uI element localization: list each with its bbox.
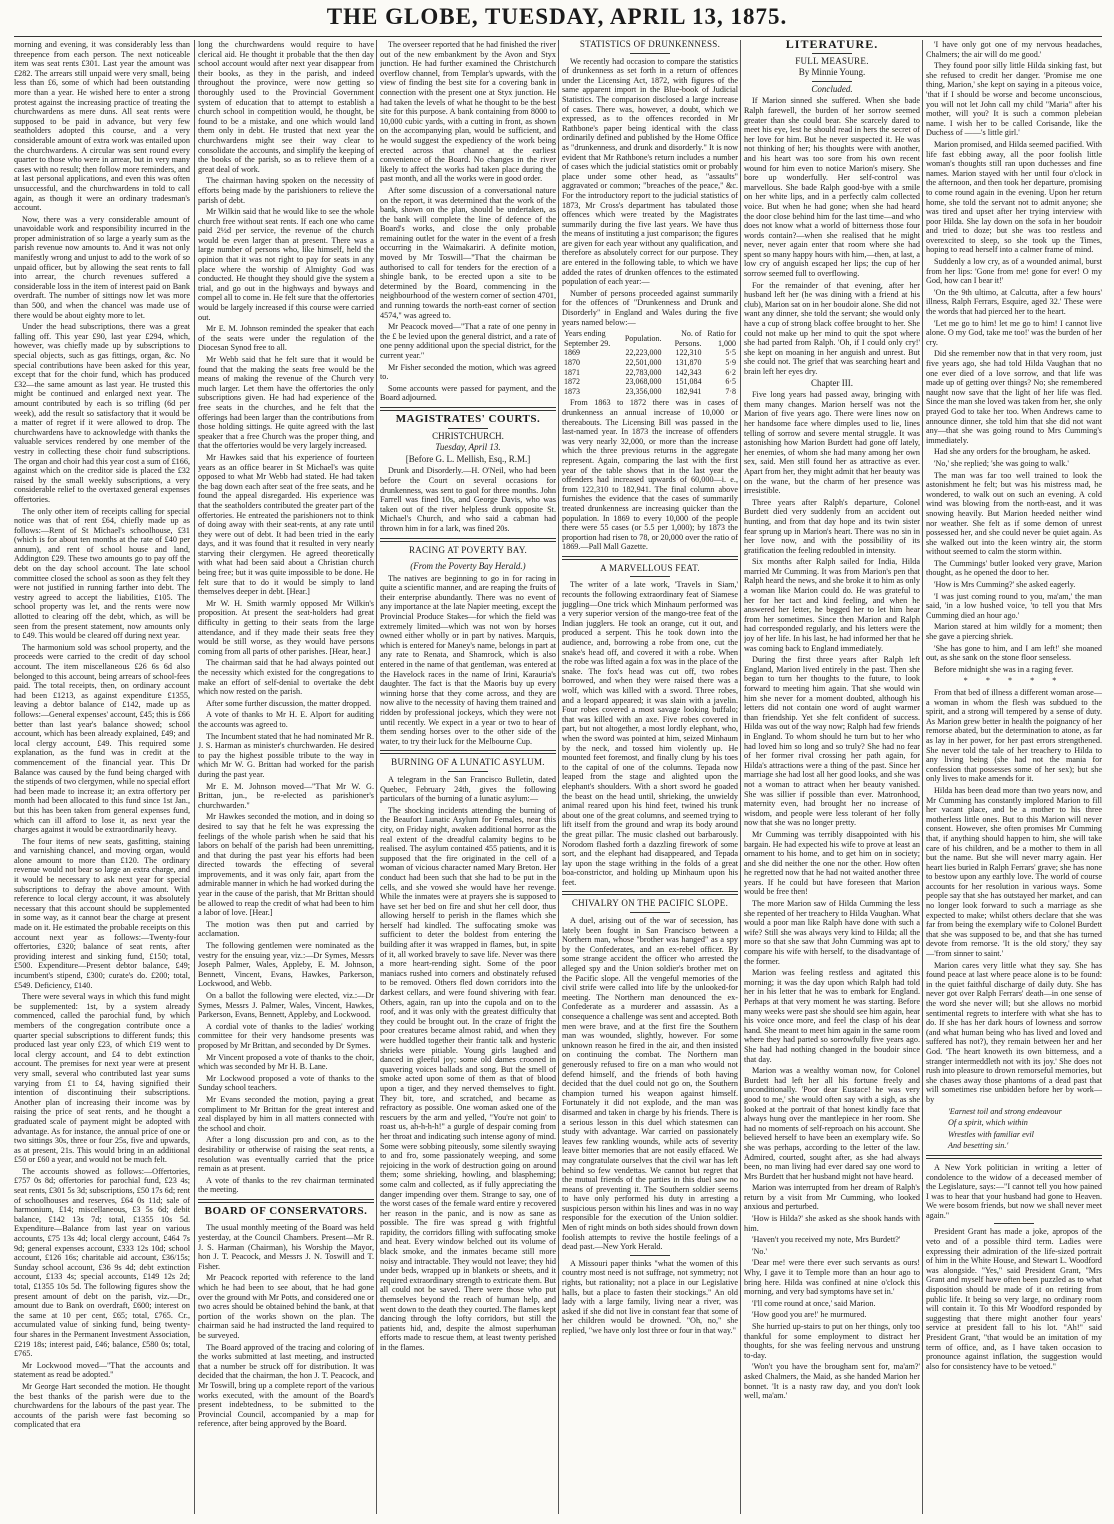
table-cell: 1871 — [564, 367, 580, 377]
table-cell: 5·9 — [725, 358, 736, 367]
paragraph: After a long discussion pro and con, as to the desirability or otherwise of raising the seat rents, a resolution was eventually carried that the price remain as at present. — [198, 1135, 374, 1174]
table-header-cell: Ratio for 1,000 — [707, 329, 736, 348]
paragraph: The natives are beginning to go in for racing in quite a scientific manner, and are reaping the fruits of their enterprise abundantly. There was no event of any importance at the late Napier meeting, except the Provincial Produce Stakes—for which the field was extremely limited—which was not won by horses owned either wholly or in part by natives. Marquis, which is entered for Maney's name, belongs in part at any rate to Renata, and Shamrock, which is also entered in the name of that gentleman, was entered at the Havelock races in the name of Irini, Karauria's daughter. The fact is that the Maoris buy up every winning horse that they come across, and they are now alive to the necessity of having them trained and ridden by professional jockeys, which they were not until recently. We expect in a year or two to hear of them sending horses over to the other side of the water, to try their luck for the Melbourne Cup. — [380, 573, 556, 746]
paragraph: Marion was a wealthy woman now, for Colonel Burdett had left her all his fortune freely and unconditionally. 'Poor dear Eustace! he was very good to me,' she would often say with a sigh, as she looked at the portrait of that honest kindly face that always hung over the mantlepiece in her room. She had no moments of self-reproach on his account. She believed herself to have been an exemplary wife. So she was perhaps, according to the letter of the law. Admired, courted, sought after, as she had always been, no man living had ever dared say one word to Mrs Burdett that her husband might not have heard. — [744, 1066, 920, 1181]
masthead-rule — [14, 36, 1102, 37]
paragraph: Mr Cumming was terribly disappointed with his bargain. He had expected his wife to prove at least an ornament to his home, and to get him on in society; and she did neither the one nor the other. How often he regretted now that he had not waited another three years. If he could but have foreseen that Marion would be free then! — [744, 829, 920, 897]
paragraph: Marion promised, and Hilda seemed pacified. With life fast ebbing away, all the poor foolish little woman's thoughts still ran upon duchesses and fine names. Marion stayed with her until four o'clock in the afternoon, and then took her departure, promising to come round again in the evening. Upon her return home, she told the servant not to admit anyone; she was tired and upset after her trying interview with poor Hilda. She lay down on the sofa in her boudoir and tried to doze; but she was too restless and overexcited to sleep, so she took up the Times, hoping to read herself into a calmer frame of mind. — [926, 139, 1102, 255]
table-cell: 182,941 — [675, 386, 702, 396]
paragraph: The following gentlemen were nominated as the vestry for the ensuing year, viz.:—Dr Symes, Messrs Joseph Palmer, Wales, Appleby, E. M. Johnson, Bennett, Vincent, Evans, Hawkes, Parkerson, Lockwood, and Webb. — [198, 941, 374, 989]
heading-board-of-conservators: BOARD OF CONSERVATORS. — [204, 1204, 368, 1217]
section-rule — [380, 750, 556, 754]
paragraph: morning and evening, it was considerably less than threepence from each person. The next noticeable item was seat rents £301. Last year the amount was £282. The arrears still unpaid were very small, being less than £6, some of which had been outstanding more than a year. He wished here to enter a strong protest against the increasing practice of treating the churchwardens as mere duns. All seat rents were supposed to be paid in advance, but very few seatholders adopted this course, and a very considerable amount of extra work was entailed upon the churchwardens. A circular was sent round every quarter to those who were in arrear, but in very many cases with no result; then follow more reminders, and at last personal applications, and even this was often unsuccessful, and the churchwardens in told to call again, as though it were an ordinary tradesman's account. — [14, 40, 190, 213]
column-separator — [558, 40, 559, 1514]
paragraph: Five long years had passed away, bringing with them many changes. Marion herself was not the Marion of five years ago. There were lines now on her handsome face where dimples used to lie, lines telling of sorrow and severe mental struggle. It was astonishing how Marion Burdett had gone off lately, her enemies, of whom she had many among her own sex, said. Men still found her as attractive as ever. Apart from her, they might admit that her beauty was on the wane, but the charm of her presence was irresistible. — [744, 390, 920, 496]
paragraph: Mr Webb said that he felt sure that it would be found that the making the seats free would be the means of making the revenue of the Church very much larger. Let them have the offertories the only subscriptions given. He had had experience of the free seats in the churches, and he felt that the offerings had been larger than the contributions from those holding sittings. He quite agreed with the last speaker that a free Church was the proper thing, and that the offertories would be very largely increased. — [198, 355, 374, 451]
paragraph: The Cummings' butler looked very grave, Marion thought, as he opened the door to her. — [926, 558, 1102, 578]
paragraph: They found poor silly little Hilda sinking fast, but she refused to credit her danger. 'Promise me one thing, Marion,' she kept on saying in a piteous voice, 'that if I should be worse and become unconscious, you will not let John call my child "Maria" after his mother, will you? It is such a common plebeian name. I wish her to be called Corisande, like the Duchess of ——'s little girl.' — [926, 61, 1102, 138]
bench-note: [Before G. L. Mellish, Esq., R.M.] — [405, 453, 531, 464]
table-cell: 23,068,000 — [625, 377, 662, 387]
paragraph: 'How is Hilda?' she asked as she shook hands with him. — [744, 1214, 920, 1233]
paragraph: Number of persons proceeded against summarily for the offences of "Drunkenness and Drunk and Disorderly" in England and Wales during the five years named below:— — [562, 288, 738, 327]
poem-line: And besetting sin.' — [948, 1141, 1009, 1151]
column-2 — [198, 40, 374, 1514]
section-rule — [380, 407, 556, 411]
table-cell: 23,356,000 — [625, 386, 662, 396]
heading-magistrates-courts: MAGISTRATES' COURTS. — [395, 412, 541, 425]
column-6 — [926, 40, 1102, 1514]
poem-line: Of a spirit, which within — [948, 1118, 1028, 1128]
paragraph: 'Won't you have the brougham sent for, ma'am?' asked Chalmers, the Maid, as she handed Marion her bonnet. 'It is a nasty raw day, and you don't look well, ma'am.' — [744, 1362, 920, 1401]
paragraph: Mr Vincent proposed a vote of thanks to the choir, which was seconded by Mr H. B. Lane. — [198, 1052, 374, 1072]
column-5 — [744, 40, 920, 1514]
table-cell: 5·5 — [725, 348, 736, 358]
paragraph: Mr Fisher seconded the motion, which was agreed to. — [380, 362, 556, 382]
paragraph: Hilda has been dead more than two years now, and Mr Cumming has constantly implored Marion to fill her vacant place, and be a mother to his three motherless little ones. But to this Marion will never consent. However, she often promises Mr Cumming that, if anything should happen to him, she will take care of his children, and be a mother to them in all but the name. But she will never marry again. Her heart lies buried in Ralph Ferrars' grave; she has none to bestow upon any earthly love. The world of course accounts for her resolution in various ways. Some people say that she has outstayed her market, and can no longer look forward to such a marriage as she expected to make; whilst others declare that she was far from being the exemplary wife to Colonel Burdett that she was supposed to be, and that she has turned devote from remorse. 'It is the old story,' they say—'from sinner to saint.' — [926, 785, 1102, 959]
paragraph: 'On the 9th ultimo, at Calcutta, after a few hours' illness, Ralph Ferrars, Esquire, aged 32.' These were the words that had pierced her to the heart. — [926, 287, 1102, 317]
paragraph: Marion stared at him wildly for a moment; then she gave a piercing shriek. — [926, 622, 1102, 642]
paragraph: Mr Hawkes seconded the motion, and in doing so desired to say that he felt he was expressing the feelings of the whole parish when he said that his labors on behalf of the parish had been unremitting, and that during the past year his efforts had been directed towards the effecting of several improvements, and it was only fair, apart from the admirable manner in which he had worked during the year in the cause of the parish, that Mr Brittan should be allowed to reap the credit of what had been to him a labor of love. [Hear.] — [198, 812, 374, 918]
table-cell: 22,783,000 — [625, 367, 662, 377]
table-cell: 151,084 — [675, 377, 702, 387]
short-rule — [994, 1223, 1034, 1224]
paragraph: 'I was just coming round to you, ma'am,' the man said, 'in a low hushed voice, 'to tell you that Mrs Cumming died an hour ago.' — [926, 591, 1102, 620]
table-header-cell: Years ending September 29. — [564, 329, 611, 348]
paragraph: Marion was interrupted from her dream of Ralph's return by a visit from Mr Cumming, who looked anxious and perturbed. — [744, 1183, 920, 1212]
paragraph: Mr Lockwood moved—"That the accounts and statement as read be adopted." — [14, 1360, 190, 1380]
short-rule — [630, 53, 670, 54]
paragraph: Drunk and Disorderly.—H. O'Neil, who had been before the Court on several occasions for drunkenness, was sent to gaol for three months. John Farrell was fined 10s, and George Davis, who was taken out of the river helpless drunk opposite St. Michael's Church, and who said a cabman had thrown him in for a lark, was fined 20s. — [380, 466, 556, 533]
paragraph: Mr Lockwood proposed a vote of thanks to the Sunday school teachers. — [198, 1073, 374, 1093]
short-rule — [448, 771, 488, 772]
short-rule — [266, 1219, 306, 1220]
chapter-heading: Chapter III. — [811, 377, 853, 388]
section-stars: * * * * * — [963, 676, 1065, 686]
paragraph: 'She has gone to him, and I am left!' she moaned out, as she sank on the stone floor senseless. — [926, 643, 1102, 663]
paragraph: President Grant has made a joke, apropos of the veto and of a possible third term. Ladies were expressing their admiration of the life-sized portrait of him in the White House, and Stewart L. Woodford was alongside. "Yes," said President Grant, "Mrs Grant and myself have often been puzzled as to what disposition should be made of it on retiring from public life. It being so very large, no ordinary room will contain it. To this Mr Woodford responded by suggesting that there might another four years' service at president fall to his lot. "Ah!" said President Grant, "that would be an imitation of my term of office, and, as I have taken occasion to pronounce against inflation, the suggestion would also for consistency have to be vetoed." — [926, 1227, 1102, 1371]
column-3 — [380, 40, 556, 1514]
section-rule — [380, 538, 556, 542]
paragraph: long the churchwardens would require to have clerical aid. He thought it probable that the then day school account would after next year disappear from their books, as they in the parish, and indeed throughout the province, were now getting so thoroughly used to the Provincial Government system of education that to attempt to establish a church school in competition would, he thought, be found to be a mistake, and one which would land them only in debt. He trusted that next year the churchwardens might see their way clear to consolidate the accounts, and simplify the keeping of the books of the parish, so as to relieve them of a great deal of work. — [198, 40, 374, 174]
newspaper-title: THE GLOBE, TUESDAY, APRIL 13, 1875. — [326, 4, 788, 29]
paragraph: Six months after Ralph sailed for India, Hilda married Mr Cumming. It was from Marion's pen that Ralph heard the news, and she broke it to him as only a woman like Marion could do. He was grateful to her for her tact and kind feeling, and when he answered her letter, he begged her to let him hear from her sometimes. Since then Marion and Ralph had corresponded regularly, and his letters were the joy of her life. In his last, he had informed her that he was coming back to England immediately. — [744, 557, 920, 653]
byline: By Minnie Young. — [798, 67, 866, 78]
paragraph: 'Haven't you received my note, Mrs Burdett?' — [752, 1235, 901, 1245]
table-cell: 22,501,000 — [625, 358, 662, 367]
paragraph: For the remainder of that evening, after her husband left her (he was dining with a friend at his club), Marion sat on in her boudoir alone. She did not want any dinner, she told the servant; she would only have a cup of strong black coffee brought to her. She could not make up her mind to quit the spot where she had parted from Ralph. 'Oh, if I could only cry!' she kept on moaning in her anguish and unrest. But she could not. The grief that was searching heart and brain left her eyes dry. — [744, 280, 920, 376]
short-rule — [448, 428, 488, 429]
table-cell: 1870 — [564, 358, 580, 367]
table-header-row — [562, 329, 738, 348]
paragraph: If Marion sinned she suffered. When she bade Ralph farewell, the burden of her sorrow seemed greater than she could bear. She scarcely dared to meet his eye, lest he should read in hers the secret of her love for him. But he never suspected it. He was not thinking of her; his thoughts were with another, and his heart was too sore from his own recent wound for him even to notice Marion's misery. She bore up wonderfully. Her self-control was marvellous. She bade Ralph good-bye with a smile on her white lips, and in a perfectly calm collected voice. But when he had gone; when she had heard the door close behind him for the last time—and who does not know what a world of bitterness those four words contain?—when she realised that he might never, never again enter that room where she had spent so many happy hours with him,—then, at last, a low cry of anguish escaped her lips; the cup of her sorrow seemed full to overflowing. — [744, 96, 920, 279]
paragraph: The harmonium sold was school property, and the proceeds were carried to the credit of day school account. The item miscellaneous £26 6s 6d also belonged to this account, being arrears of school-fees paid. The total receipts, then, on ordinary account had been £1213, as against expenditure £1355, leaving a debtor balance of £142, made up as follows:—General expenses' account, £45; this is £66 better than last year's balance showed; school account, which has been already explained, £49; and local clergy account, £49. This required some explanation, as the fund was in credit at the commencement of the financial year. This Dr Balance was caused by the fund being charged with the stipends of two clergymen, while no special effort had been made to increase it; an extra offertory per month had been allocated to this fund since 1st Jan., but this has been taken from general expenses fund, which can ill afford to lose it, as next year the charges against it would be extraordinarily heavy. — [14, 642, 190, 835]
table-cell: 6·2 — [725, 367, 736, 377]
section-rule — [198, 1199, 374, 1203]
paragraph: 'No,' she replied; 'she was going to walk.' — [934, 458, 1069, 468]
paragraph: The motion was then put and carried by acclamation. — [198, 919, 374, 939]
column-separator — [194, 40, 195, 1514]
paragraph: Suddenly a low cry, as of a wounded animal, burst from her lips: 'Gone from me! gone for ever! O my God, how can I bear it!' — [926, 257, 1102, 286]
paragraph: There were several ways in which this fund might be supplemented: 1st, by a system already commenced, called the parochial fund, by which members of the congregation contribute once a quarter special subscriptions to different funds; this produced last year only £23, of which £19 went to local clergy account, and £4 to debt extinction account. The premises for next year were at present very small, several who contributed last year sums varying from £1 to £4, having signified their intention of discontinuing their subscriptions. Another plan of increasing their income was by raising the price of seat rents, and he thought a graduated scale of payment might be adopted with advantage. As for instance, the annual price of one or two sittings 30s, three or four 25s, five and upwards, as at present, 21s. This would bring in an additional £50 or £60 a year, and would not be much felt. — [14, 992, 190, 1165]
paragraph: 'How good you are!' he murmured. — [752, 1310, 867, 1320]
paragraph: The only other item of receipts calling for special notice was that of rent £64, chiefly made up as follows:—Rent of St Michael's schoolhouse, £31 (which is for about ten months at the rate of £40 per annum), and rent of school house and land, Addington £29. These two amounts go to pay off the debt on the day school account. The late school committee closed the school as soon as they felt they were not justified in running farther into debt. The vestry agreed to accept the liabilities, £105. The school property was let, and the rents were now allotted to clearing off the debt, which, as will be seen from the present statement, now amounts only to £49. This would be cleared off during next year. — [14, 506, 190, 641]
paragraph: We recently had occasion to compare the statistics of drunkenness as set forth in a return of offences under the Licensing Act, 1872, with figures of the same apparent import in the Blue-book of Judicial Statistics. The comparison disclosed a large increase of cases. There was, however, a doubt, which we expressed, as to the offences recorded in Mr Rathbone's paper being identical with the class ordinarily defined and published by the Home Office as "drunkenness, and drunk and disorderly." It is now evident that Mr Rathbone's return includes a number of cases which the judicial statistics omit or probably place under some other head, as "assaults" aggravated or common; "breaches of the peace," &c. For the introductory report to the judicial statistics of 1873, Mr Cross's department has tabulated those offences which were treated by the Magistrates summarily during the five last years. We have thus the means of instituting a just comparison; the figures are given for each year without any qualification, and therefore as absolutely correct for our purpose. They are entered in the following table, to which we have added the rates of drunken offences to the estimated population of each year:— — [562, 56, 738, 287]
section-rule — [562, 891, 738, 895]
concluded-note: Concluded. — [811, 83, 853, 94]
column-separator — [922, 40, 923, 1514]
table-header-cell: No. of Persons. — [674, 329, 702, 348]
paragraph: She hurried up-stairs to put on her things, only too thankful for some employment to distract her thoughts, for she was feeling nervous and unstrung to-day. — [744, 1322, 920, 1360]
column-separator — [740, 40, 741, 1514]
paragraph: After some further discussion, the matter dropped. — [206, 698, 372, 708]
paragraph: Had she any orders for the brougham, he asked. — [934, 447, 1091, 457]
paragraph: After some discussion of a conversational nature on the report, it was determined that the work of the bank, shown on the plan, should be undertaken, as the bank will complete the line of defence of the Board's works, and close the only probable remaining outlet for the water in the event of a fresh occurring in the Waimakariri. A definite motion, moved by Mr Toswill—"That the chairman be authorised to call for tenders for the erection of a shingle bank, to be erected upon a site to be determined by the Board, commencing in the neighbourhood of the western corner of section 4701, and running towards the north-east corner of section 4574," was agreed to. — [380, 185, 556, 320]
paragraph: Mr E. M. Johnson moved—"That Mr W. G. Brittan, jun., be re-elected as parishioner's churchwarden." — [198, 781, 374, 810]
table-row — [562, 387, 738, 397]
table-cell: 1873 — [564, 386, 580, 396]
section-rule — [926, 1155, 1102, 1159]
paragraph: Three years after Ralph's departure, Colonel Burdett died very suddenly from an accident out hunting, and from that day hope and its twin sister fear sprung up in Marion's heart. There was no sin in her love now, and with the possibility of its gratification the feeling redoubled in intensity. — [744, 497, 920, 555]
paragraph: 'Dear me! were there ever such servants as ours! Why, I gave it to Temple more than an hour ago to bring here. Hilda was confined at nine o'clock this morning, and very bad symptoms have set in.' — [744, 1258, 920, 1297]
table-cell: 122,310 — [675, 348, 702, 358]
paragraph: Marion was feeling restless and agitated this morning; it was the day upon which Ralph had told her in his letter that he was to embark for England. Perhaps at that very moment he was starting. Before many weeks were past she should see him again, hear his voice once more, and feel the clasp of his dear hand. She meant to meet him again in the same room where they had parted so sorrowfully five years ago. She had had nothing changed in the boudoir since that day. — [744, 968, 920, 1064]
paragraph: The chairman having spoken on the necessity of efforts being made by the parishioners to relieve the parish of debt. — [198, 176, 374, 205]
heading-chivalry: CHIVALRY ON THE PACIFIC SLOPE. — [571, 898, 729, 909]
paragraph: The overseer reported that he had finished the river out of the new embankment by the Avon and Styx junction. He had further examined the Christchurch overflow channel, from Templar's upwards, with the view of finding the best site for a covering bank in connection with the present one at Styx junction. He had taken the levels of what he thought to be the best site for this purpose. A bank containing from 8000 to 10,000 cubic yards, with a cutting in front, as shown on the accompanying plan, would be sufficient, and he would suggest the expediency of the work being erected across that channel at the earliest convenience of the Board. No changes in the river likely to affect the works had taken place during the past month, and all the works were in good order. — [380, 40, 556, 184]
heading-statistics-drunkenness: STATISTICS OF DRUNKENNESS. — [579, 40, 721, 49]
paragraph: The more Marion saw of Hilda Cumming the less she repented of her treachery to Hilda Vaughan. What would a poor man like Ralph have done with such a wife? Still she was always very kind to Hilda; all the more so that she saw that John Cumming was apt to compare his wife with herself, to the disadvantage of the former. — [744, 899, 920, 966]
paragraph: A duel, arising out of the war of secession, has lately been fought in San Francisco between a Northern man, whose "brother was hanged" as a spy by the Confederates, and an ex-rebel officer. By some strange accident the officer who arrested the alleged spy and the Union soldier's brother met on the Pacific slope. All the vengeful memories of the civil strife were called into life by the unlooked-for meeting. The Northern man denounced the ex-Confederate as a murderer and assassin. As a consequence a challenge was sent and accepted. Both men were brave, and at the first fire the Southern man was wounded, slightly, however. For some unknown reason he fired in the air, and then insisted on continuing the combat. The Northern man generously refused to fire on a man who would not defend himself, and the friends of both having decided that the duel could not go on, the Southern champion turned his weapon against himself. Fortunately it did not explode, and the man was disarmed and taken in charge by his friends. There is a serious lesson in this duel which statesmen can study with advantage. War carried on passionately leaves few rankling wounds, while acts of severity leave bitter memories that are not easily effaced. We may congratulate ourselves that the civil war has left behind so few vendettas. We cannot but regret that the mutual friends of the parties in this duel saw no means of preventing it. The Southern soldier seems to have only performed his duty in arresting a suspicious person within his lines and was in no way responsible for the execution of the Union soldier. Men of right minds on both sides should frown down foolish attempts to revive the hostile feelings of a dead past.—New York Herald. — [562, 916, 738, 1252]
column-1 — [14, 40, 190, 1514]
paragraph: A cordial vote of thanks to the ladies' working committee for their very handsome presents was proposed by Mr Brittan, and seconded by Dr Symes. — [198, 1021, 374, 1050]
short-rule — [448, 558, 488, 559]
paragraph: Under the head subscriptions, there was a great falling off. This year £90, last year £294, which, however, was chiefly made up by subscriptions to special objects, such as gas fittings, organ, &c. No special contributions have been asked for this year, except that for the choir fund, which has produced £32—the same amount as last year. He trusted this might be continued and enlarged next year. The amount contributed by each is so trifling (6d per week), add the result so satisfactory that it would be a matter of regret if it were allowed to drop. The churchwardens have to acknowledge with thanks the valuable services rendered by one member of the vestry in collecting these choir fund subscriptions. The organ and choir had this year cost a sum of £166, against which on the creditor side is placed the £32 raised by the small weekly subscriptions, a very considerable relief to the overtaxed general expenses offertories. — [14, 322, 190, 504]
paragraph: A telegram in the San Francisco Bulletin, dated Quebec, February 24th, gives the following particulars of the burning of a lunatic asylum:— — [380, 774, 556, 804]
paragraph: The accounts showed as follows:—Offertories, £757 0s 8d; offertories for parochial fund, £23 4s; seat rents, £301 5s 3d; subscriptions, £50 17s 6d; rent of schoolhouses and reserves, £64 0s 11d; sale of harmonium, £14; miscellaneous, £3 5s 6d; debit balance, £142 13s 7d; total, £1355 10s 5d. Expenditure—Balance from last year on various accounts, £75 13s 4d; local clergy account, £464 7s 9d; general expenses account, £333 12s 10d; school account, £126 16s; charitable aid account, £36/15s; Sunday school account, £36 9s 4d; debt extinction account, £133 4s; special accounts, £149 12s 2d; total, £1355 10s 5d. The following figures show the present amount of debt on the parish, viz.—Dr., amount due to Bank on overdraft, £600; interest on the same at 10 per cent, £65; total, £765. Cr., accumulated value of sinking fund, being twenty-four shares in the Permanent Investment Association, £219 18s; interest paid, £46; balance, £580 0s; total, £765. — [14, 1166, 190, 1359]
heading-lunatic-asylum: BURNING OF A LUNATIC ASYLUM. — [391, 757, 545, 768]
paragraph: The chairman said that he had always pointed out the necessity which existed for the congregations to make an effort of self-denial to overtake the debt which now rested on the parish. — [198, 658, 374, 697]
table-cell: 7·8 — [725, 386, 736, 396]
paragraph: The writer of a late work, 'Travels in Siam,' recounts the following extraordinary feat of Siamese juggling—One trick which Minhaum performed was a very superior version of the mango-tree feat of the Indian jugglers. He took an orange, cut it out, and produced a serpent. This he took down into the audience, and, borrowing a robe from one, cut the snake's head off, and covered it with a robe. When the robe was lifted again a fox was in the place of the snake. The fox's head was cut off, two robes borrowed, and when they were raised there was a wolf, which was killed with a sword. Three robes, and a leopard appeared; it was slain with a javelin. Four robes covered a most savage looking buffalo; that was killed with an axe. Five robes covered in part, but not altogether, a most lordly elephant, who, when the sword was pointed at him, seized Minhaum by the neck, and tossed him violently up. He mounted feet foremost, and finally clung by his toes to the capital of one of the columns. Tepada now leaped from the stage and alighted upon the elephant's shoulders. With a short sword he goaded the beast on the head until, shrieking, the unwieldy animal reared upon his hind feet, twined his trunk about one of the great columns, and seemed trying to lift itself from the ground and wrap its body around the great pillar. The music clashed out barbarously. Norodom flashed forth a dazzling firework of some sort, and the elephant had disappeared, and Tepada lay upon the stage writhing in the folds of a great boa-constrictor, and holding up Minhaum upon his feet. — [562, 580, 738, 887]
paragraph: The man was far too well trained to look the astonishment he felt; but was his mistress mad, he wondered, to walk out on such an evening. A cold wind was blowing from the north-east, and it was snowing heavily. But Marion heeded neither wind nor weather. She felt as if some demon of unrest possessed her, and she could never be quiet again. As she walked out into the keen wintry air, the storm without seemed to calm the storm within. — [926, 470, 1102, 557]
paragraph: 'Let me go to him! let me go to him! I cannot live alone. O my God, take me too!' was the burden of her cry. — [926, 318, 1102, 347]
dateline-place: CHRISTCHURCH. — [432, 430, 504, 441]
paragraph: On a ballot the following were elected, viz.:—Dr Symes, Messrs J. Palmer, Wales, Vincent, Hawkes, Parkerson, Evans, Bennett, Appleby, and Lockwood. — [198, 991, 374, 1020]
heading-marvellous-feat: A MARVELLOUS FEAT. — [600, 562, 700, 573]
paragraph: The Board approved of the tracing and coloring of the works submitted at last meeting, and instructed that a number be struck off for distribution. It was decided that the chairman, the hon J. T. Peacock, and Mr Toswill, bring up a complete report of the various works executed, with the amount of the Board's present indebtedness, to be submitted to the Provincial Council, accompanied by a map for reference, after being approved by the Board. — [198, 1342, 374, 1429]
paragraph: 'I'll come round at once,' said Marion. — [752, 1298, 876, 1308]
paragraph: From that bed of illness a different woman arose—a woman in whom the flesh was subdued to the spirit, and a strong will tempered by a sense of duty. As Marion grew better in health the poignancy of her remorse abated, but the determination to atone, as far as lay in her power, for her past errors strengthened. She never told the tale of her treachery to Hilda to any living being (she had not the mania for confession that possesses some of her sex); but she only lives to make amends for it. — [926, 688, 1102, 784]
masthead — [0, 0, 1114, 34]
heading-racing: RACING AT POVERTY BAY. — [408, 544, 528, 555]
section-rule — [562, 556, 738, 560]
table-row — [562, 358, 738, 368]
paragraph: The Incumbent stated that he had nominated Mr R. J. S. Harman as minister's churchwarden. He desired to pay the highest possible tribute to the way in which Mr W. G. Brittan had worked for the parish during the past year. — [198, 731, 374, 779]
paragraph: Before midnight she was in a raging fever. — [934, 664, 1074, 674]
heading-literature: LITERATURE. — [785, 40, 879, 51]
table-header-cell: Population. — [624, 334, 662, 344]
paragraph: 'No.' — [752, 1246, 768, 1256]
paragraph: A Missouri paper thinks "what the women of this country most need is not suffrage, not symmetry; not rights, but rationality; not a place in our Legislative halls, but a place to fasten their stockings." An old lady with a large family, living near a river, was asked if she did not live in constant fear that some of her children would be drowned. "Oh, no," she replied, "we have only lost three or four in that way." — [562, 1258, 738, 1335]
source-note: (From the Poverty Bay Herald.) — [410, 561, 526, 572]
paragraph: A New York politician in writing a letter of condolence to the widow of a deceased member of the Legislature, says:—"I cannot tell you how pained I was to hear that your husband had gone to Heaven. We were bosom friends, but now we shall never meet again." — [926, 1162, 1102, 1220]
short-rule — [812, 53, 852, 54]
paragraph: Mr Evans seconded the motion, paying a great compliment to Mr Brittan for the great interest and zeal displayed by him in all matters connected with the school and choir. — [198, 1094, 374, 1133]
paragraph: During the first three years after Ralph left England, Marion lived entirely in the past. Then she began to turn her thoughts to the future, to look forward to meeting him again. That she would win him she never for a moment doubted, although his letters did not contain one word of aught warmer than friendship. Yet she felt confident of success. Hilda was out of the way now; Ralph had few friends in England. To whom should he turn but to her who had loved him so long and so truly? She had no fear of her former rival crossing her path again, for Hilda's attractions were a thing of the past. Since her marriage she had lost all her good looks, and she was not a woman to attract when her beauty vanished. She was sillier if possible than ever. Matronhood, maternity even, had brought her no increase of wisdom, and people were less tolerant of her folly now that she was no longer pretty. — [744, 655, 920, 828]
paragraph: 'How is Mrs Cumming?' she asked eagerly. — [934, 580, 1076, 590]
paragraph: Mr W. H. Smith warmly opposed Mr Wilkin's proposition. At present the seat-holders had great difficulty in getting to their seats from the large attendance, and if they made their seats free they would be still worse, as they would have persons coming from all parts of other parishes. [Hear, hear.] — [198, 598, 374, 656]
table-row — [562, 348, 738, 358]
paragraph: Mr Wilkin said that he would like to see the whole church free without seat rents. If each one who came paid 2½d per service, the revenue of the church would be even larger than at present. There was a large number of persons who, like himself, held the opinion that it was not right to pay for seats in any place where the worship of Almighty God was conducted. He thought they should give the system a trial, and go out in the highways and byways and compel all to come in. He felt sure that the offertories would be largely increased if this course were carried out. — [198, 207, 374, 322]
paragraph: The four items of new seats, gasfitting, staining and varnishing chancel, and moving organ, would alone amount to more than £120. The ordinary revenue would not bear so large an extra charge, and it would be necessary to ask next year for special subscriptions to defray the above amount. With reference to local clergy account, it was absolutely necessary that this account should be supplemented in some way, as it cannot bear the charge at present made on it. He estimated the probable receipts on this account next year as follows:—Twenty-four offertories, £320; balance of seat rents, after providing interest and sinking fund, £150; total, £500. Expenditure—Present debtor balance, £49; incumbent's stipend, £300; curate's do. £200; total, £549. Deficiency, £140. — [14, 836, 190, 990]
paragraph: Now, there was a very considerable amount of unavoidable work and responsibility incurred in the proper administration of so large a yearly sum as the parish revenue now amounts to. And it was not only manifestly wrong and unjust to add to the work of so unpaid officer, but by allowing the seat rents to fall into arrear, the church revenues suffered a considerable loss in the item of interest paid on Bank overdraft. The number of sittings now let was more than 500, and when the chancel was made use of there would be about eighty more to let. — [14, 214, 190, 320]
paragraph: The usual monthly meeting of the Board was held yesterday, at the Council Chambers. Present—Mr R. J. S. Harman (Chairman), his Worship the Mayor, hon J. T. Peacock, and Messrs J. N. Toswill and T. Fisher. — [198, 1223, 374, 1271]
table-cell: 22,223,000 — [625, 348, 662, 358]
paragraph: A vote of thanks to the rev chairman terminated the meeting. — [198, 1175, 374, 1195]
paragraph: Mr E. M. Johnson reminded the speaker that each of the seats were under the regulation of the Diocesan Synod free to all. — [198, 324, 374, 353]
dateline-date: Tuesday, April 13. — [435, 442, 501, 453]
paragraph: A vote of thanks to Mr H. E. Alport for auditing the accounts was agreed to. — [198, 710, 374, 729]
table-cell: 131,870 — [675, 358, 702, 367]
table-cell: 6·5 — [725, 377, 736, 387]
paragraph: Some accounts were passed for payment, and the Board adjourned. — [380, 383, 556, 403]
table-row — [562, 368, 738, 378]
paragraph: 'I have only got one of my nervous headaches, Chalmers; the air will do me good.' — [926, 40, 1102, 59]
paragraph: Did she remember now that in that very room, just five years ago, she had told Hilda Vaughan that no one ever died of a love sorrow, and that life was made up of getting over things? No; she remembered naught now save that the light of her life was fled. Since the man she loved was taken from her, she only prayed God to take her too. When Andrews came to announce dinner, she told him that she did not want any—that she was going round to Mrs Cumming's immediately. — [926, 349, 1102, 445]
paragraph: Mr Peacock moved—"That a rate of one penny in the £ be levied upon the general district, and a rate of one penny additional upon the special district, for the current year." — [380, 322, 556, 360]
table-cell: 142,343 — [675, 367, 702, 377]
poem-line: 'Earnest toil and strong endeavour — [948, 1106, 1062, 1116]
paragraph: The shocking incidents attending the burning of the Beaufort Lunatic Asylum for Females, near this city, on Friday night, awaken additional horror as the real extent of the dreadful calamity begins to be realised. The asylum contained 455 patients, and it is supposed that the fire originated in the cell of a woman of vicious character named Mary Breton. Her conduct had been such that she had to be put in the cells, and she vowed she would have her revenge. While the inmates were at prayers she is supposed to have set her bed on fire and shut her cell door, thus allowing herself to perish in the flames which she herself had kindled. The suffocating smoke was sufficient to deter the boldest from entering the building after it was wrapped in flames, but, in spite of it, all worked bravely to save life. Never was there a more heart-rending sight. Some of the poor maniacs rushed into corners and obstinately refused to be removed. Others fled down corridors into the darkest cellars, and were found shivering with fear. Others, again, ran up into the cupola and on to the roof, and it was only with the greatest difficulty that they could be brought out. In the craze of fright the poor creatures became almost rabid, and when they were huddled together their frantic talk and hysteric shrieks were pitiable. Young girls laughed and danced in gleeful joy; some old dames crooned in quavering voices ballads and song. But the smell of smoke acted upon some of them as that of blood upon a tiger, and they nerved themselves to fight. They bit, tore, and scratched, and became as refractory as possible. One woman asked one of the rescuers by the arm and yelled, "You're not goin' to roast us, ah-h-h-h!" a gurgle of despair coming from her throat and indicating such intense agony of mind. Some were sobbing piteously, some silently swaying to and fro, some passionately weeping, and some rejoicing in the work of destruction going on around them; some shrieking, howling, and blaspheming; some calm and collected, as if fully appreciating the danger impending over them. Strange to say, one of the worst cases of the female ward entire y recovered her reason in the panic, and is now as sane as possible. The fire was spread g with frightful rapidity, the corridors filling with suffocating smoke and heat. Every window belched out its volume of black smoke, and the inmates became still more noisy and intractable. They would not leave; they hid under beds, wrapped up in blankets or sheets, and it required extraordinary strength to extricate them. But all could not be saved. There were those who put themselves beyond the reach of human help, and went down to the death they courted. The flames kept dancing through the lofty corridors, but still the patients hid, and, despite the almost superhuman efforts made to rescue them, at least twenty perished in the flames. — [380, 805, 556, 1352]
poem-line: Wrestles with familiar evil — [948, 1129, 1034, 1139]
table-cell: 1872 — [564, 377, 580, 387]
paragraph: From 1863 to 1872 there was in cases of drunkenness an annual increase of 10,000 or thereabouts. The Licensing Bill was passed in the last-named year. In 1873 the increase of offenders was very nearly 32,000, or more than the increase which the three previous returns in the aggregate represent. Again, comparing the last with the first year of the table shows that in the last year the offenders had increased upwards of 60,000—i. e., from 122,310 to 182,941. The final column above furnishes the evidence that the cases of summarily treated drunkenness are increasing quicker than the population. In 1869 to every 10,000 of the people there were 55 cases (or 5.5 per 1,000); by 1873 the proportion had risen to 78, or 20,000 over the ratio of 1869.—Pall Mall Gazette. — [562, 398, 738, 552]
paragraph: Mr Peacock reported with reference to the land which he had been to see about, that he had gone over the ground with Mr Potts, and considered one or two acres should be obtained behind the bank, at that portion of the works shown on the plan. The chairman said he had instructed the land required to be surveyed. — [198, 1273, 374, 1340]
short-rule — [630, 912, 670, 913]
short-rule — [630, 576, 670, 577]
short-rule — [812, 81, 852, 82]
paragraph: Mr Hawkes said that his experience of fourteen years as an office bearer in St Michael's was quite opposed to what Mr Webb had stated. He had taken the bag down each after seat of the free seats, and he found the appeal disregarded. His experience was that the seatholders contributed the greater part of the offertories. He entreated the parishioners not to think of doing away with their seat-rents, at any rate until they were out of debt. It had been tried in the early days, and it was found that it resulted in very nearly starving their clergymen. He agreed theoretically with what had been said about a Christian church being free; but it was quite impossible to be done. He felt sure that to do it would be simply to land themselves deeper in debt. [Hear.] — [198, 452, 374, 597]
paragraph: Mr George Hart seconded the motion. He thought the best thanks of the parish were due to the churchwardens for the labours of the past year. The accounts of the parish were fast becoming so complicated that era — [14, 1381, 190, 1430]
drunkenness-table — [562, 329, 738, 396]
table-cell: 1869 — [564, 348, 580, 358]
short-rule — [630, 1255, 670, 1256]
column-separator — [376, 40, 377, 1514]
table-row — [562, 377, 738, 387]
story-title: FULL MEASURE. — [795, 55, 869, 66]
column-4 — [562, 40, 738, 1514]
paragraph: Marion cares very little what they say. She has found peace at last where peace alone is to be found: in the quiet faithful discharge of daily duty. She has never got over Ralph Ferrars' death—in one sense of the word she never will; but she allows no morbid sentimental regrets to interfere with what she has to do. If she has her dark hours of lowness and sorrow (and what human being who has lived and loved and suffered has not?), they remain between her and her God. 'The heart knoweth its own bitterness, and a stranger intermeddleth not with its joy.' She does not rush into pleasure to drown remorseful memories, but she chases away those phantoms of a dead past that will sometimes rise unbidden before her by work—by — [926, 960, 1102, 1104]
